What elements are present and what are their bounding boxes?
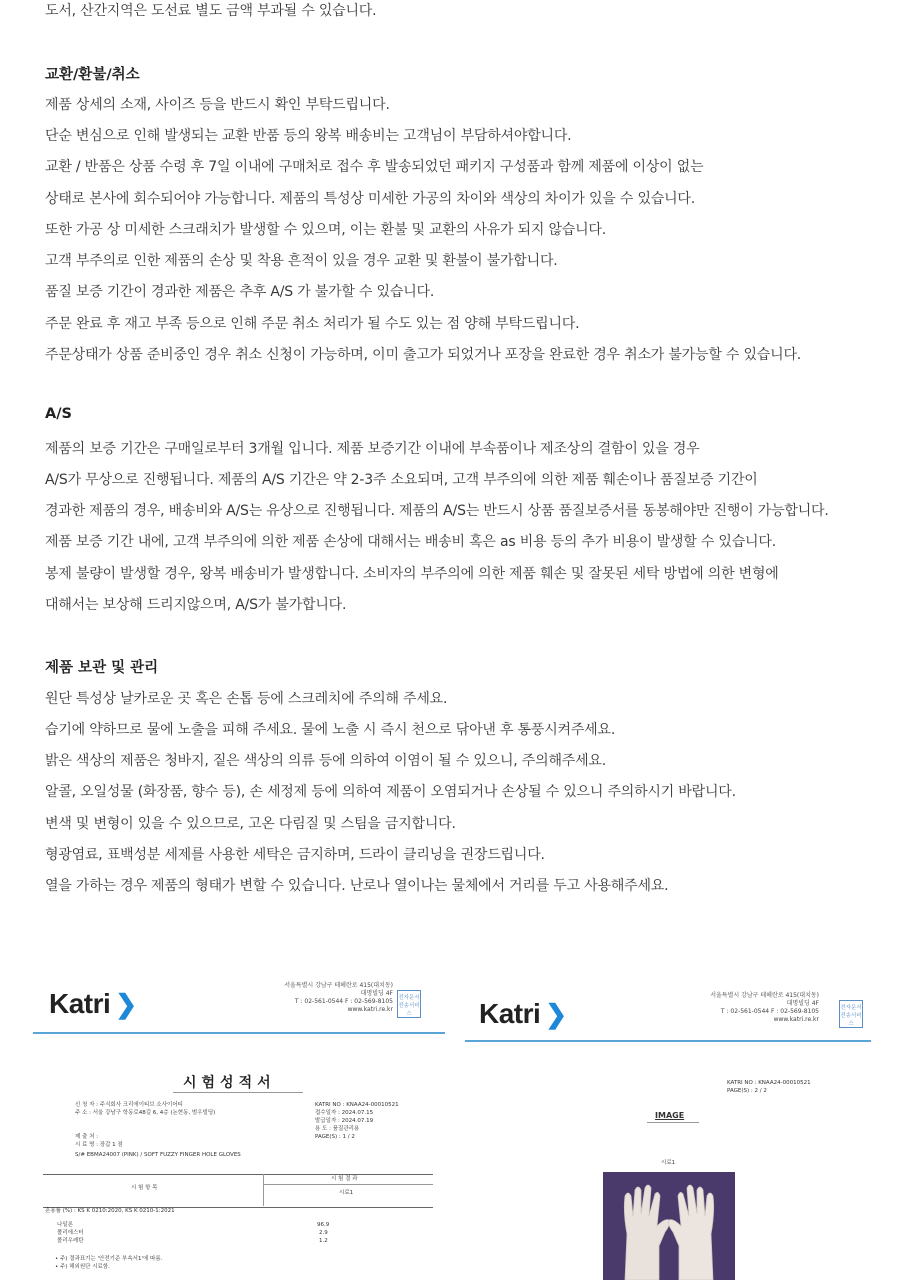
care-line: 형광염료, 표백성분 세제를 사용한 세탁은 금지하며, 드라이 클리닝을 권장드립니다. xyxy=(45,847,545,863)
composition-item-name: 폴리우레탄 xyxy=(57,1238,84,1244)
composition-item-name: 나일론 xyxy=(57,1222,73,1228)
katri-logo xyxy=(49,988,137,1020)
exchange-line: 품질 보증 기간이 경과한 제품은 추후 A/S 가 불가할 수 있습니다. xyxy=(45,284,435,300)
meta-line: 접수일자 : 2024.07.15 xyxy=(315,1110,374,1116)
care-line: 변색 및 변형이 있을 수 있으므로, 고온 다림질 및 스팀을 금지합니다. xyxy=(45,816,456,832)
exchange-line: 제품 상세의 소재, 사이즈 등을 반드시 확인 부탁드립니다. xyxy=(45,97,390,113)
address-line: 대명빌딩 4F xyxy=(360,990,393,997)
address-line: T : 02-561-0544 F : 02-569-8105 xyxy=(720,1008,819,1015)
test-report-page-1 xyxy=(33,968,445,1280)
gloves-image xyxy=(603,1172,735,1280)
katri-number: KATRI NO : KNAA24-00010521 xyxy=(727,1080,811,1086)
header-rule xyxy=(33,1032,445,1034)
composition-item-value: 1.2 xyxy=(319,1238,328,1244)
address-line: 서울특별시 강남구 테헤란로 415(대치동) xyxy=(710,992,819,999)
address-line: www.katri.re.kr xyxy=(773,1016,819,1023)
report-note: • 주) 해외원단 시료함. xyxy=(55,1264,110,1270)
meta-line: PAGE(S) : 1 / 2 xyxy=(315,1134,355,1140)
report-note: • 주) 결과표기는 '안전기준 부속서1'에 따름. xyxy=(55,1256,163,1262)
lab-address xyxy=(253,982,393,1014)
care-line: 알콜, 오일성물 (화장품, 향수 등), 손 세정제 등에 의하여 제품이 오염되거나 손상될 수 있으니 주의하시기 바랍니다. xyxy=(45,784,736,800)
exchange-line: 교환 / 반품은 상품 수령 후 7일 이내에 구매처로 접수 후 발송되었던 패키지 구성품과 함께 제품에 이상이 없는 xyxy=(45,159,704,175)
composition-item-name: 폴리에스터 xyxy=(57,1230,84,1236)
exchange-line: 단순 변심으로 인해 발생되는 교환 반품 등의 왕복 배송비는 고객님이 부담하셔야합니다. xyxy=(45,128,572,144)
address-line: T : 02-561-0544 F : 02-569-8105 xyxy=(294,998,393,1005)
exchange-line: 주문상태가 상품 준비중인 경우 취소 신청이 가능하며, 이미 출고가 되었거나 포장을 완료한 경우 취소가 불가능할 수 있습니다. xyxy=(45,347,802,363)
as-line: 대해서는 보상해 드리지않으며, A/S가 불가합니다. xyxy=(45,597,347,613)
exchange-line: 주문 완료 후 재고 부족 등으로 인해 주문 취소 처리가 될 수도 있는 점 양해 부탁드립니다. xyxy=(45,316,580,332)
address-line: 대명빌딩 4F xyxy=(786,1000,819,1007)
sample-glove-photo xyxy=(603,1172,735,1280)
page-count: PAGE(S) : 2 / 2 xyxy=(727,1088,767,1094)
as-line: A/S가 무상으로 진행됩니다. 제품의 A/S 기간은 약 2-3주 소요되며, 고객 부주의에 의한 제품 훼손이나 품질보증 기간이 xyxy=(45,472,758,488)
chevron-right-icon: ❯ xyxy=(115,988,137,1019)
composition-item-value: 2.9 xyxy=(319,1230,328,1236)
katri-logo xyxy=(479,998,567,1030)
chevron-right-icon: ❯ xyxy=(545,998,567,1029)
katri-logo-text: Katri xyxy=(479,998,541,1029)
care-line: 열을 가하는 경우 제품의 형태가 변할 수 있습니다. 난로나 열이나는 물체에서 거리를 두고 사용해주세요. xyxy=(45,878,669,894)
field-line: 시 료 명 : 장갑 1 점 xyxy=(75,1142,123,1148)
exchange-line: 고객 부주의로 인한 제품의 손상 및 착용 흔적이 있을 경우 교환 및 환불이 불가합니다. xyxy=(45,253,558,269)
as-line: 제품 보증 기간 내에, 고객 부주의에 의한 제품 손상에 대해서는 배송비 혹은 as 비용 등의 추가 비용이 발생할 수 있습니다. xyxy=(45,534,776,550)
care-line: 원단 특성상 날카로운 곳 혹은 손톱 등에 스크레치에 주의해 주세요. xyxy=(45,691,448,707)
notice-shipping-line: 도서, 산간지역은 도선료 별도 금액 부과될 수 있습니다. xyxy=(45,3,377,19)
lab-address xyxy=(679,992,819,1024)
address-line: 서울특별시 강남구 테헤란로 415(대치동) xyxy=(284,982,393,989)
table-subrule xyxy=(263,1184,433,1185)
as-line: 제품의 보증 기간은 구매일로부터 3개월 입니다. 제품 보증기간 이내에 부속품이나 제조상의 결함이 있을 경우 xyxy=(45,441,700,457)
as-line: 봉제 불량이 발생할 경우, 왕복 배송비가 발생합니다. 소비자의 부주의에 의한 제품 훼손 및 잘못된 세탁 방법에 의한 변형에 xyxy=(45,566,779,582)
as-heading: A/S xyxy=(45,406,72,422)
field-line: S/# EBMA24007 (PINK) / SOFT FUZZY FINGER HOLE GLOVES xyxy=(75,1152,241,1158)
e-document-stamp: 전자문서 전송서비스 xyxy=(839,1000,863,1028)
table-divider xyxy=(263,1174,264,1206)
test-report-page-2 xyxy=(465,978,871,1280)
exchange-line: 또한 가공 상 미세한 스크래치가 발생할 수 있으며, 이는 환불 및 교환의 사유가 되지 않습니다. xyxy=(45,222,606,238)
composition-item-value: 96.9 xyxy=(317,1222,330,1228)
exchange-line: 상태로 본사에 회수되어야 가능합니다. 제품의 특성상 미세한 가공의 차이와 색상의 차이가 있을 수 있습니다. xyxy=(45,191,696,207)
e-document-stamp: 전자문서 전송서비스 xyxy=(397,990,421,1018)
meta-line: 용 도 : 품질관리용 xyxy=(315,1126,360,1132)
table-head-item: 시 험 항 목 xyxy=(131,1185,158,1191)
field-line: 신 청 자 : 주식회사 크리에이티브 소사이어티 xyxy=(75,1102,183,1108)
report-title: 시험성적서 xyxy=(183,1075,276,1091)
header-rule xyxy=(465,1040,871,1042)
care-heading: 제품 보관 및 관리 xyxy=(45,660,159,676)
katri-logo-text: Katri xyxy=(49,988,111,1019)
field-line: 주 소 : 서울 강남구 학동로48길 6, 4층 (논현동, 범우빌딩) xyxy=(75,1110,216,1116)
as-line: 경과한 제품의 경우, 배송비와 A/S는 유상으로 진행됩니다. 제품의 A/S는 반드시 상품 품질보증서를 동봉해야만 진행이 가능합니다. xyxy=(45,503,829,519)
title-underline xyxy=(173,1092,303,1093)
address-line: www.katri.re.kr xyxy=(347,1006,393,1013)
sample-label: 시료1 xyxy=(661,1160,676,1166)
field-line: 제 출 처 : xyxy=(75,1134,99,1140)
table-sub-sample: 시료1 xyxy=(339,1190,354,1196)
image-section-title: IMAGE xyxy=(655,1111,685,1120)
care-line: 습기에 약하므로 물에 노출을 피해 주세요. 물에 노출 시 즉시 천으로 닦아낸 후 통풍시켜주세요. xyxy=(45,722,616,738)
table-head-result: 시 험 결 과 xyxy=(331,1176,358,1182)
results-table-header xyxy=(43,1174,433,1208)
composition-title: 혼용률 (%) : KS K 0210:2020, KS K 0210-1:2021 xyxy=(45,1208,175,1214)
care-line: 밝은 색상의 제품은 청바지, 짙은 색상의 의류 등에 의하여 이염이 될 수 있으니, 주의해주세요. xyxy=(45,753,606,769)
image-title-underline xyxy=(647,1122,699,1123)
meta-line: KATRI NO : KNAA24-00010521 xyxy=(315,1102,399,1108)
exchange-heading: 교환/환불/취소 xyxy=(45,67,140,83)
meta-line: 발급일자 : 2024.07.19 xyxy=(315,1118,374,1124)
